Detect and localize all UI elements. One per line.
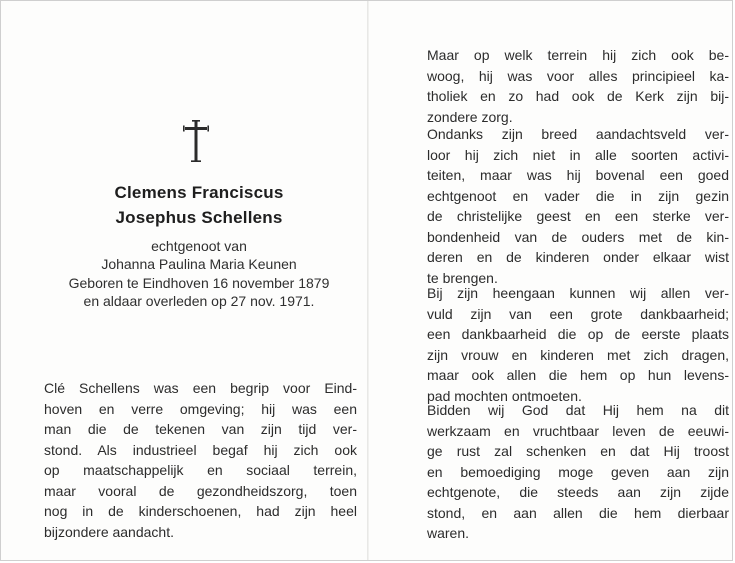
- text-line: Bij zijn heengaan kunnen wij allen ver-: [427, 285, 729, 301]
- text-line: teiten, maar was hij bovenal een goed: [427, 167, 729, 183]
- text-line: bondenheid van de ouders met de kin-: [427, 228, 729, 245]
- text-line: een dankbaarheid die op de eerste plaats: [427, 326, 729, 342]
- biography-paragraph: [44, 378, 357, 542]
- text-line: te brengen.: [427, 269, 498, 286]
- text-line: Clé Schellens was een begrip voor Eind-: [44, 380, 357, 396]
- text-line: zondere zorg.: [427, 108, 513, 125]
- text-line: pad mochten ontmoeten.: [427, 387, 582, 404]
- text-line: vuld zijn van een grote dankbaarheid;: [427, 305, 729, 322]
- text-line: bijzondere aandacht.: [44, 523, 174, 540]
- text-line: hoven en verre omgeving; hij was een: [44, 400, 357, 417]
- gratitude-paragraph: [427, 283, 729, 406]
- text-line: tholiek en zo had ook de Kerk zijn bij-: [427, 88, 729, 104]
- prayer-paragraph: [427, 400, 729, 544]
- text-line: Maar op welk terrein hij zich ook be-: [427, 47, 729, 63]
- deceased-name-line-2: Josephus Schellens: [115, 208, 283, 227]
- faith-paragraph: [427, 45, 729, 127]
- family-paragraph: [427, 124, 729, 288]
- text-line: loor hij zich niet in alle soorten activi-: [427, 146, 729, 163]
- text-line: maar vooral de gezondheidszorg, toen: [44, 482, 357, 499]
- text-line: echtgenoot en vader die in zijn gezin: [427, 187, 729, 204]
- text-line: woog, hij was voor alles principieel ka-: [427, 67, 729, 84]
- deceased-name-line-1: Clemens Franciscus: [114, 183, 284, 202]
- death-line: en aldaar overleden op 27 nov. 1971.: [83, 293, 315, 309]
- text-line: maar ook allen die hem op hun levens-: [427, 367, 729, 383]
- text-line: deren en de kinderen onder elkaar wist: [427, 249, 729, 265]
- text-line: en bemoediging moge geven aan zijn: [427, 463, 729, 480]
- left-panel: [1, 1, 367, 560]
- text-line: op maatschappelijk en sociaal terrein,: [44, 462, 357, 478]
- text-line: werkzaam en vruchtbaar leven de eeuwi-: [427, 422, 729, 439]
- text-line: stond. Als industrieel begaf hij zich ook: [44, 441, 357, 458]
- text-line: zijn vrouw en kinderen met zich dragen,: [427, 346, 729, 363]
- text-line: Bidden wij God dat Hij hem na dit: [427, 402, 729, 418]
- text-line: ge rust zal schenken en dat Hij troost: [427, 443, 729, 459]
- text-line: man die de tekenen van zijn tijd ver-: [44, 421, 357, 437]
- text-line: nog in de kinderschoenen, had zijn heel: [44, 503, 357, 519]
- birth-line: Geboren te Eindhoven 16 november 1879: [68, 275, 330, 291]
- right-panel: [369, 1, 734, 560]
- text-line: waren.: [427, 525, 470, 541]
- latin-cross-icon: [183, 120, 209, 162]
- spouse-label: echtgenoot van: [151, 238, 247, 254]
- text-line: de christelijke geest en een sterke ver-: [427, 208, 729, 224]
- text-line: Ondanks zijn breed aandachtsveld ver-: [427, 126, 729, 142]
- spouse-name: Johanna Paulina Maria Keunen: [101, 256, 297, 272]
- text-line: echtgenote, die steeds aan zijn zijde: [427, 484, 729, 500]
- text-line: stond, en aan allen die hem dierbaar: [427, 504, 729, 521]
